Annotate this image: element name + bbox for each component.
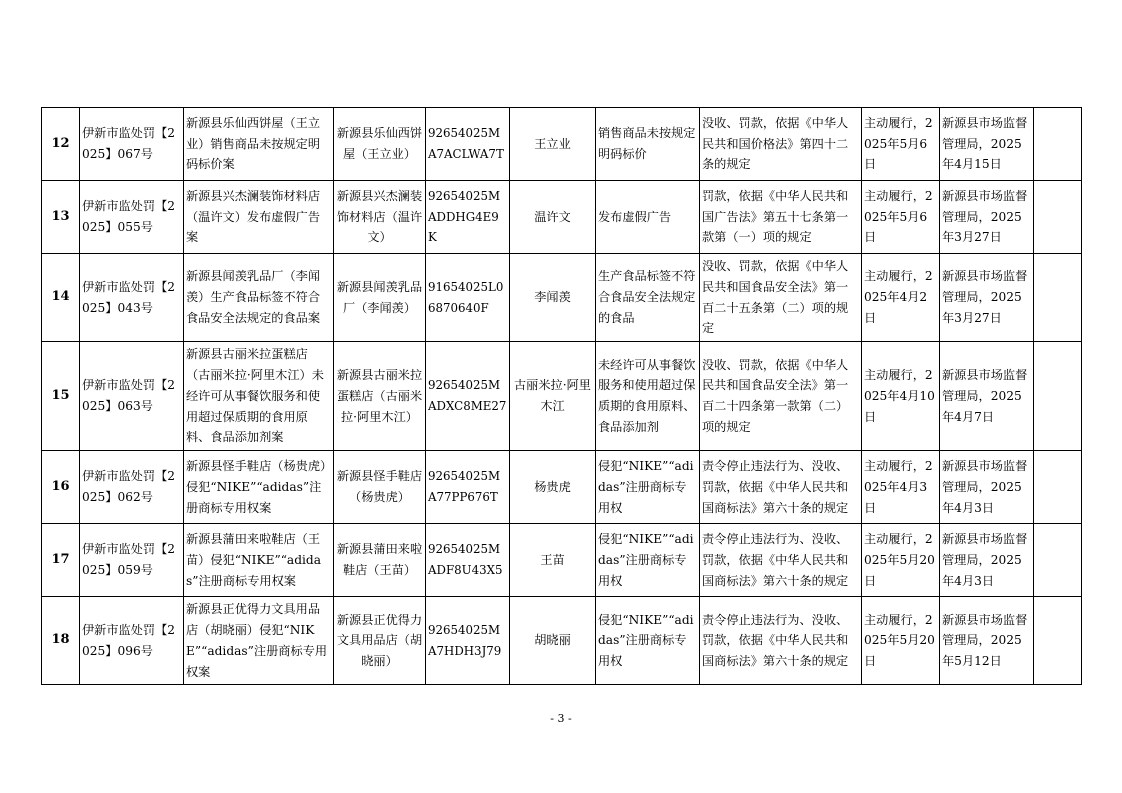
penalty-content-cell: 没收、罚款，依据《中华人民共和国食品安全法》第一百二十四条第一款第（二）项的规定 — [700, 342, 862, 451]
party-name-cell: 新源县乐仙西饼屋（王立业） — [334, 108, 426, 181]
case-name-cell: 新源县蒲田来啦鞋店（王苗）侵犯“NIKE”“adidas”注册商标专用权案 — [184, 524, 334, 597]
remarks-cell — [1034, 108, 1082, 181]
row-number-cell: 16 — [42, 451, 80, 524]
case-name-cell: 新源县兴杰澜装饰材料店（温许文）发布虚假广告案 — [184, 181, 334, 254]
remarks-cell — [1034, 254, 1082, 342]
credit-code-cell: 91654025L06870640F — [426, 254, 510, 342]
row-number-cell: 13 — [42, 181, 80, 254]
remarks-cell — [1034, 342, 1082, 451]
violation-type-cell: 侵犯“NIKE”“adidas”注册商标专用权 — [596, 451, 700, 524]
remarks-cell — [1034, 451, 1082, 524]
case-name-cell: 新源县古丽米拉蛋糕店（古丽米拉·阿里木江）未经许可从事餐饮服务和使用超过保质期的食用原料、食品添加剂案 — [184, 342, 334, 451]
document-number-cell: 伊新市监处罚【2025】067号 — [80, 108, 184, 181]
table-body — [42, 108, 1082, 685]
legal-representative-cell: 王苗 — [510, 524, 596, 597]
case-name-cell: 新源县闻羡乳品厂（李闻羡）生产食品标签不符合食品安全法规定的食品案 — [184, 254, 334, 342]
case-name-cell: 新源县正优得力文具用品店（胡晓丽）侵犯“NIKE”“adidas”注册商标专用权案 — [184, 597, 334, 685]
credit-code-cell: 92654025MA7ACLWA7T — [426, 108, 510, 181]
violation-type-cell: 侵犯“NIKE”“adidas”注册商标专用权 — [596, 524, 700, 597]
violation-type-cell: 发布虚假广告 — [596, 181, 700, 254]
table-row — [42, 108, 1082, 181]
violation-type-cell: 侵犯“NIKE”“adidas”注册商标专用权 — [596, 597, 700, 685]
case-name-cell: 新源县怪手鞋店（杨贵虎）侵犯“NIKE”“adidas”注册商标专用权案 — [184, 451, 334, 524]
authority-date-cell: 新源县市场监督管理局，2025年4月3日 — [940, 524, 1034, 597]
violation-type-cell: 未经许可从事餐饮服务和使用超过保质期的食用原料、食品添加剂 — [596, 342, 700, 451]
performance-status-cell: 主动履行，2025年5月6日 — [862, 181, 940, 254]
document-number-cell: 伊新市监处罚【2025】059号 — [80, 524, 184, 597]
penalty-content-cell: 责令停止违法行为、没收、罚款，依据《中华人民共和国商标法》第六十条的规定 — [700, 451, 862, 524]
table-row — [42, 597, 1082, 685]
case-name-cell: 新源县乐仙西饼屋（王立业）销售商品未按规定明码标价案 — [184, 108, 334, 181]
remarks-cell — [1034, 597, 1082, 685]
legal-representative-cell: 温许文 — [510, 181, 596, 254]
performance-status-cell: 主动履行，2025年4月10日 — [862, 342, 940, 451]
legal-representative-cell: 杨贵虎 — [510, 451, 596, 524]
performance-status-cell: 主动履行，2025年4月2日 — [862, 254, 940, 342]
row-number-cell: 14 — [42, 254, 80, 342]
document-number-cell: 伊新市监处罚【2025】096号 — [80, 597, 184, 685]
authority-date-cell: 新源县市场监督管理局，2025年4月7日 — [940, 342, 1034, 451]
authority-date-cell: 新源县市场监督管理局，2025年4月3日 — [940, 451, 1034, 524]
row-number-cell: 17 — [42, 524, 80, 597]
table-row — [42, 451, 1082, 524]
performance-status-cell: 主动履行，2025年4月3日 — [862, 451, 940, 524]
credit-code-cell: 92654025MADXC8ME27 — [426, 342, 510, 451]
party-name-cell: 新源县蒲田来啦鞋店（王苗） — [334, 524, 426, 597]
credit-code-cell: 92654025MADDHG4E9K — [426, 181, 510, 254]
performance-status-cell: 主动履行，2025年5月20日 — [862, 524, 940, 597]
authority-date-cell: 新源县市场监督管理局，2025年3月27日 — [940, 254, 1034, 342]
row-number-cell: 18 — [42, 597, 80, 685]
party-name-cell: 新源县正优得力文具用品店（胡晓丽） — [334, 597, 426, 685]
party-name-cell: 新源县闻羡乳品厂（李闻羡） — [334, 254, 426, 342]
document-number-cell: 伊新市监处罚【2025】063号 — [80, 342, 184, 451]
party-name-cell: 新源县怪手鞋店（杨贵虎） — [334, 451, 426, 524]
performance-status-cell: 主动履行，2025年5月20日 — [862, 597, 940, 685]
violation-type-cell: 生产食品标签不符合食品安全法规定的食品 — [596, 254, 700, 342]
table-row — [42, 181, 1082, 254]
table-row — [42, 254, 1082, 342]
penalty-content-cell: 没收、罚款，依据《中华人民共和国食品安全法》第一百二十五条第（二）项的规定 — [700, 254, 862, 342]
page-number: - 3 - — [550, 712, 572, 725]
table-row — [42, 342, 1082, 451]
document-number-cell: 伊新市监处罚【2025】043号 — [80, 254, 184, 342]
document-number-cell: 伊新市监处罚【2025】062号 — [80, 451, 184, 524]
violation-type-cell: 销售商品未按规定明码标价 — [596, 108, 700, 181]
penalty-content-cell: 责令停止违法行为、没收、罚款，依据《中华人民共和国商标法》第六十条的规定 — [700, 524, 862, 597]
legal-representative-cell: 胡晓丽 — [510, 597, 596, 685]
credit-code-cell: 92654025MADF8U43X5 — [426, 524, 510, 597]
legal-representative-cell: 古丽米拉·阿里木江 — [510, 342, 596, 451]
penalty-table — [41, 107, 1082, 685]
credit-code-cell: 92654025MA77PP676T — [426, 451, 510, 524]
row-number-cell: 12 — [42, 108, 80, 181]
party-name-cell: 新源县古丽米拉蛋糕店（古丽米拉·阿里木江） — [334, 342, 426, 451]
remarks-cell — [1034, 524, 1082, 597]
authority-date-cell: 新源县市场监督管理局，2025年4月15日 — [940, 108, 1034, 181]
party-name-cell: 新源县兴杰澜装饰材料店（温许文） — [334, 181, 426, 254]
row-number-cell: 15 — [42, 342, 80, 451]
penalty-content-cell: 责令停止违法行为、没收、罚款，依据《中华人民共和国商标法》第六十条的规定 — [700, 597, 862, 685]
authority-date-cell: 新源县市场监督管理局，2025年5月12日 — [940, 597, 1034, 685]
penalty-content-cell: 没收、罚款，依据《中华人民共和国价格法》第四十二条的规定 — [700, 108, 862, 181]
penalty-content-cell: 罚款，依据《中华人民共和国广告法》第五十七条第一款第（一）项的规定 — [700, 181, 862, 254]
remarks-cell — [1034, 181, 1082, 254]
performance-status-cell: 主动履行，2025年5月6日 — [862, 108, 940, 181]
legal-representative-cell: 李闻羡 — [510, 254, 596, 342]
credit-code-cell: 92654025MA7HDH3J79 — [426, 597, 510, 685]
legal-representative-cell: 王立业 — [510, 108, 596, 181]
table-row — [42, 524, 1082, 597]
document-number-cell: 伊新市监处罚【2025】055号 — [80, 181, 184, 254]
authority-date-cell: 新源县市场监督管理局，2025年3月27日 — [940, 181, 1034, 254]
